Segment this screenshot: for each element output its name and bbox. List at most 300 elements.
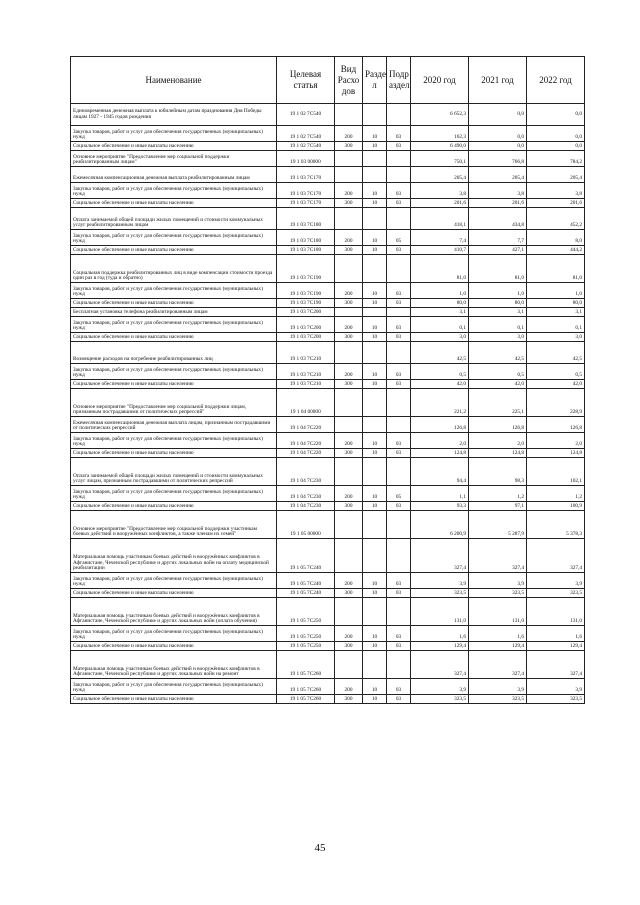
subsection-cell: 03 bbox=[387, 126, 411, 142]
amount-2022-cell: 8,0 bbox=[527, 230, 585, 246]
expense-type-cell: 300 bbox=[335, 333, 363, 342]
name-cell: Бесплатная установка телефона реабилитированным лицам bbox=[71, 308, 277, 317]
name-cell: Закупка товаров, работ и услуг для обеспечения государственных (муниципальных) нужд bbox=[71, 679, 277, 695]
target-article-cell: 19 1 05 7C240 bbox=[277, 539, 335, 573]
expense-type-cell: 200 bbox=[335, 433, 363, 449]
name-cell: Закупка товаров, работ и услуг для обеспечения государственных (муниципальных) нужд bbox=[71, 126, 277, 142]
subsection-cell: 03 bbox=[387, 573, 411, 589]
name-cell: Закупка товаров, работ и услуг для обеспечения государственных (муниципальных) нужд bbox=[71, 183, 277, 199]
amount-2020-cell: 1,6 bbox=[411, 626, 469, 642]
table-row bbox=[71, 626, 585, 642]
amount-2021-cell: 3,9 bbox=[469, 679, 527, 695]
amount-2021-cell: 42,0 bbox=[469, 380, 527, 389]
subsection-cell bbox=[387, 104, 411, 126]
amount-2020-cell: 1,1 bbox=[411, 486, 469, 502]
subsection-cell: 03 bbox=[387, 364, 411, 380]
table-row bbox=[71, 449, 585, 458]
target-article-cell: 19 1 05 7C240 bbox=[277, 589, 335, 598]
expense-type-cell bbox=[335, 255, 363, 283]
expense-type-cell: 200 bbox=[335, 486, 363, 502]
name-cell: Ежемесячная компенсационная денежная выплата лицам, признанным пострадавшими от политических репрессий bbox=[71, 417, 277, 433]
amount-2020-cell: 750,1 bbox=[411, 151, 469, 167]
amount-2021-cell: 124,8 bbox=[469, 449, 527, 458]
section-cell: 10 bbox=[363, 695, 387, 704]
amount-2021-cell: 3,1 bbox=[469, 308, 527, 317]
section-cell: 10 bbox=[363, 486, 387, 502]
target-article-cell: 19 1 05 00000 bbox=[277, 511, 335, 539]
header-subsection: Подр аздел bbox=[387, 57, 411, 104]
name-cell: Социальное обеспечение и иные выплаты населению bbox=[71, 642, 277, 651]
expense-type-cell bbox=[335, 598, 363, 626]
target-article-cell: 19 1 02 7C540 bbox=[277, 142, 335, 151]
name-cell: Закупка товаров, работ и услуг для обеспечения государственных (муниципальных) нужд bbox=[71, 283, 277, 299]
subsection-cell bbox=[387, 389, 411, 417]
amount-2021-cell: 427,1 bbox=[469, 246, 527, 255]
table-row bbox=[71, 642, 585, 651]
amount-2022-cell: 5 378,3 bbox=[527, 511, 585, 539]
amount-2022-cell: 124,8 bbox=[527, 449, 585, 458]
page-number: 45 bbox=[314, 842, 326, 854]
amount-2022-cell: 205,4 bbox=[527, 167, 585, 183]
target-article-cell: 19 1 04 7C230 bbox=[277, 458, 335, 486]
amount-2020-cell: 129,4 bbox=[411, 642, 469, 651]
subsection-cell: 05 bbox=[387, 230, 411, 246]
amount-2022-cell: 3,9 bbox=[527, 573, 585, 589]
expense-type-cell: 300 bbox=[335, 589, 363, 598]
amount-2021-cell: 201,6 bbox=[469, 199, 527, 208]
subsection-cell bbox=[387, 208, 411, 230]
amount-2021-cell: 3,0 bbox=[469, 333, 527, 342]
name-cell: Закупка товаров, работ и услуг для обеспечения государственных (муниципальных) нужд bbox=[71, 364, 277, 380]
amount-2021-cell: 42,5 bbox=[469, 342, 527, 364]
budget-table bbox=[70, 56, 585, 704]
amount-2020-cell: 1,0 bbox=[411, 283, 469, 299]
amount-2020-cell: 6 200,9 bbox=[411, 511, 469, 539]
target-article-cell: 19 1 04 00000 bbox=[277, 389, 335, 417]
target-article-cell: 19 1 03 00000 bbox=[277, 151, 335, 167]
amount-2021-cell: 126,8 bbox=[469, 417, 527, 433]
target-article-cell: 19 1 05 7C240 bbox=[277, 573, 335, 589]
section-cell: 10 bbox=[363, 299, 387, 308]
table-row bbox=[71, 255, 585, 283]
table-row bbox=[71, 142, 585, 151]
name-cell: Материальная помощь участникам боевых действий и вооружённых конфликтов в Афганистане, Чеченской республике и других локальных войн (оплата обучения) bbox=[71, 598, 277, 626]
amount-2020-cell: 3,0 bbox=[411, 333, 469, 342]
amount-2022-cell: 444,2 bbox=[527, 246, 585, 255]
amount-2021-cell: 323,5 bbox=[469, 695, 527, 704]
target-article-cell: 19 1 03 7C170 bbox=[277, 199, 335, 208]
section-cell bbox=[363, 104, 387, 126]
amount-2022-cell: 327,4 bbox=[527, 651, 585, 679]
table-row bbox=[71, 589, 585, 598]
section-cell bbox=[363, 458, 387, 486]
amount-2021-cell: 766,8 bbox=[469, 151, 527, 167]
section-cell: 10 bbox=[363, 433, 387, 449]
name-cell: Социальное обеспечение и иные выплаты населению bbox=[71, 333, 277, 342]
subsection-cell: 03 bbox=[387, 246, 411, 255]
subsection-cell bbox=[387, 598, 411, 626]
section-cell: 10 bbox=[363, 364, 387, 380]
name-cell: Социальное обеспечение и иные выплаты населению bbox=[71, 449, 277, 458]
expense-type-cell: 200 bbox=[335, 317, 363, 333]
section-cell: 10 bbox=[363, 126, 387, 142]
amount-2020-cell: 131,0 bbox=[411, 598, 469, 626]
table-row bbox=[71, 502, 585, 511]
subsection-cell bbox=[387, 342, 411, 364]
section-cell bbox=[363, 511, 387, 539]
amount-2020-cell: 410,7 bbox=[411, 246, 469, 255]
amount-2022-cell: 1,6 bbox=[527, 626, 585, 642]
amount-2021-cell: 5 287,9 bbox=[469, 511, 527, 539]
amount-2022-cell: 0,0 bbox=[527, 104, 585, 126]
section-cell: 10 bbox=[363, 199, 387, 208]
section-cell: 10 bbox=[363, 502, 387, 511]
subsection-cell: 03 bbox=[387, 283, 411, 299]
amount-2022-cell: 1,2 bbox=[527, 486, 585, 502]
table-row bbox=[71, 104, 585, 126]
table-row bbox=[71, 389, 585, 417]
section-cell: 10 bbox=[363, 283, 387, 299]
amount-2020-cell: 3,9 bbox=[411, 679, 469, 695]
amount-2022-cell: 3,8 bbox=[527, 183, 585, 199]
name-cell: Социальное обеспечение и иные выплаты населению bbox=[71, 142, 277, 151]
expense-type-cell bbox=[335, 458, 363, 486]
amount-2021-cell: 205,4 bbox=[469, 167, 527, 183]
name-cell: Основное мероприятие "Предоставление мер социальной поддержки лицам, признанным пострадавшими от политических репрессий" bbox=[71, 389, 277, 417]
amount-2020-cell: 0,1 bbox=[411, 317, 469, 333]
table-row bbox=[71, 598, 585, 626]
amount-2022-cell: 102,1 bbox=[527, 458, 585, 486]
amount-2022-cell: 452,2 bbox=[527, 208, 585, 230]
section-cell: 10 bbox=[363, 679, 387, 695]
amount-2022-cell: 201,6 bbox=[527, 199, 585, 208]
expense-type-cell: 200 bbox=[335, 126, 363, 142]
header-year-2020: 2020 год bbox=[411, 57, 469, 104]
section-cell: 10 bbox=[363, 589, 387, 598]
amount-2022-cell: 42,5 bbox=[527, 342, 585, 364]
amount-2020-cell: 126,8 bbox=[411, 417, 469, 433]
amount-2022-cell: 100,9 bbox=[527, 502, 585, 511]
header-year-2022: 2022 год bbox=[527, 57, 585, 104]
amount-2020-cell: 201,6 bbox=[411, 199, 469, 208]
name-cell: Закупка товаров, работ и услуг для обеспечения государственных (муниципальных) нужд bbox=[71, 433, 277, 449]
amount-2020-cell: 80,0 bbox=[411, 299, 469, 308]
table-row bbox=[71, 539, 585, 573]
amount-2020-cell: 42,5 bbox=[411, 342, 469, 364]
expense-type-cell: 300 bbox=[335, 380, 363, 389]
amount-2022-cell: 323,5 bbox=[527, 695, 585, 704]
section-cell bbox=[363, 308, 387, 317]
target-article-cell: 19 1 03 7C180 bbox=[277, 246, 335, 255]
target-article-cell: 19 1 05 7C250 bbox=[277, 626, 335, 642]
amount-2021-cell: 80,0 bbox=[469, 299, 527, 308]
amount-2021-cell: 97,1 bbox=[469, 502, 527, 511]
subsection-cell: 03 bbox=[387, 333, 411, 342]
amount-2020-cell: 6 652,3 bbox=[411, 104, 469, 126]
amount-2021-cell: 327,4 bbox=[469, 539, 527, 573]
table-row bbox=[71, 246, 585, 255]
table-row bbox=[71, 342, 585, 364]
table-row bbox=[71, 167, 585, 183]
expense-type-cell: 200 bbox=[335, 283, 363, 299]
section-cell: 10 bbox=[363, 142, 387, 151]
table-row bbox=[71, 333, 585, 342]
section-cell bbox=[363, 539, 387, 573]
amount-2020-cell: 94,4 bbox=[411, 458, 469, 486]
name-cell: Закупка товаров, работ и услуг для обеспечения государственных (муниципальных) нужд bbox=[71, 573, 277, 589]
amount-2022-cell: 0,5 bbox=[527, 364, 585, 380]
table-row bbox=[71, 695, 585, 704]
amount-2022-cell: 3,1 bbox=[527, 308, 585, 317]
subsection-cell bbox=[387, 167, 411, 183]
target-article-cell: 19 1 04 7C220 bbox=[277, 417, 335, 433]
amount-2021-cell: 98,3 bbox=[469, 458, 527, 486]
target-article-cell: 19 1 03 7C200 bbox=[277, 308, 335, 317]
amount-2021-cell: 129,4 bbox=[469, 642, 527, 651]
table-row bbox=[71, 208, 585, 230]
subsection-cell bbox=[387, 458, 411, 486]
amount-2022-cell: 126,8 bbox=[527, 417, 585, 433]
section-cell bbox=[363, 389, 387, 417]
header-section: Разде л bbox=[363, 57, 387, 104]
amount-2022-cell: 0,1 bbox=[527, 317, 585, 333]
amount-2022-cell: 327,4 bbox=[527, 539, 585, 573]
table-row bbox=[71, 679, 585, 695]
name-cell: Материальная помощь участникам боевых действий и вооружённых конфликтов в Афганистане, Чеченской республике и других локальных войн на ремонт bbox=[71, 651, 277, 679]
subsection-cell: 03 bbox=[387, 502, 411, 511]
expense-type-cell: 300 bbox=[335, 199, 363, 208]
section-cell bbox=[363, 651, 387, 679]
name-cell: Закупка товаров, работ и услуг для обеспечения государственных (муниципальных) нужд bbox=[71, 230, 277, 246]
amount-2020-cell: 3,8 bbox=[411, 183, 469, 199]
amount-2022-cell: 1,0 bbox=[527, 283, 585, 299]
expense-type-cell: 300 bbox=[335, 246, 363, 255]
target-article-cell: 19 1 02 7C540 bbox=[277, 104, 335, 126]
target-article-cell: 19 1 05 7C260 bbox=[277, 651, 335, 679]
amount-2020-cell: 418,1 bbox=[411, 208, 469, 230]
section-cell: 10 bbox=[363, 230, 387, 246]
table-row bbox=[71, 364, 585, 380]
subsection-cell bbox=[387, 255, 411, 283]
target-article-cell: 19 1 05 7C260 bbox=[277, 679, 335, 695]
amount-2021-cell: 0,0 bbox=[469, 104, 527, 126]
section-cell: 10 bbox=[363, 183, 387, 199]
table-row bbox=[71, 317, 585, 333]
subsection-cell: 03 bbox=[387, 199, 411, 208]
name-cell: Основное мероприятие "Предоставление мер социальной поддержки реабилитированным лицам" bbox=[71, 151, 277, 167]
subsection-cell bbox=[387, 511, 411, 539]
table-row bbox=[71, 151, 585, 167]
table-row bbox=[71, 417, 585, 433]
target-article-cell: 19 1 03 7C190 bbox=[277, 299, 335, 308]
section-cell: 10 bbox=[363, 573, 387, 589]
target-article-cell: 19 1 02 7C540 bbox=[277, 126, 335, 142]
amount-2021-cell: 0,5 bbox=[469, 364, 527, 380]
name-cell: Социальное обеспечение и иные выплаты населению bbox=[71, 502, 277, 511]
amount-2022-cell: 2,0 bbox=[527, 433, 585, 449]
name-cell: Единовременная денежная выплата к юбилейным датам празднования Дня Победы лицам 1927 - 1945 годов рождения bbox=[71, 104, 277, 126]
expense-type-cell bbox=[335, 511, 363, 539]
amount-2021-cell: 1,0 bbox=[469, 283, 527, 299]
expense-type-cell: 300 bbox=[335, 299, 363, 308]
name-cell: Социальное обеспечение и иные выплаты населению bbox=[71, 246, 277, 255]
expense-type-cell bbox=[335, 208, 363, 230]
amount-2021-cell: 0,1 bbox=[469, 317, 527, 333]
expense-type-cell bbox=[335, 308, 363, 317]
target-article-cell: 19 1 04 7C230 bbox=[277, 502, 335, 511]
table-row bbox=[71, 199, 585, 208]
subsection-cell bbox=[387, 651, 411, 679]
name-cell: Социальное обеспечение и иные выплаты населению bbox=[71, 695, 277, 704]
subsection-cell: 03 bbox=[387, 183, 411, 199]
header-year-2021: 2021 год bbox=[469, 57, 527, 104]
expense-type-cell bbox=[335, 651, 363, 679]
amount-2022-cell: 129,4 bbox=[527, 642, 585, 651]
expense-type-cell bbox=[335, 342, 363, 364]
amount-2022-cell: 42,0 bbox=[527, 380, 585, 389]
amount-2020-cell: 323,5 bbox=[411, 589, 469, 598]
subsection-cell bbox=[387, 539, 411, 573]
expense-type-cell: 300 bbox=[335, 449, 363, 458]
section-cell bbox=[363, 208, 387, 230]
subsection-cell: 05 bbox=[387, 486, 411, 502]
section-cell: 10 bbox=[363, 642, 387, 651]
section-cell bbox=[363, 417, 387, 433]
expense-type-cell bbox=[335, 389, 363, 417]
name-cell: Социальная поддержка реабилитированных лиц в виде компенсации стоимости проезда один раз в год (туда и обратно) bbox=[71, 255, 277, 283]
subsection-cell: 03 bbox=[387, 449, 411, 458]
table-row bbox=[71, 283, 585, 299]
section-cell bbox=[363, 151, 387, 167]
target-article-cell: 19 1 03 7C210 bbox=[277, 342, 335, 364]
subsection-cell: 03 bbox=[387, 299, 411, 308]
expense-type-cell: 300 bbox=[335, 502, 363, 511]
target-article-cell: 19 1 03 7C190 bbox=[277, 255, 335, 283]
table-row bbox=[71, 230, 585, 246]
expense-type-cell: 200 bbox=[335, 626, 363, 642]
name-cell: Социальное обеспечение и иные выплаты населению bbox=[71, 380, 277, 389]
subsection-cell: 03 bbox=[387, 589, 411, 598]
amount-2022-cell: 3,9 bbox=[527, 679, 585, 695]
amount-2021-cell: 131,0 bbox=[469, 598, 527, 626]
amount-2021-cell: 434,8 bbox=[469, 208, 527, 230]
amount-2020-cell: 323,5 bbox=[411, 695, 469, 704]
subsection-cell: 03 bbox=[387, 380, 411, 389]
section-cell: 10 bbox=[363, 333, 387, 342]
target-article-cell: 19 1 04 7C220 bbox=[277, 449, 335, 458]
amount-2022-cell: 228,9 bbox=[527, 389, 585, 417]
amount-2021-cell: 7,7 bbox=[469, 230, 527, 246]
amount-2021-cell: 1,2 bbox=[469, 486, 527, 502]
amount-2022-cell: 81,0 bbox=[527, 255, 585, 283]
amount-2020-cell: 205,4 bbox=[411, 167, 469, 183]
subsection-cell bbox=[387, 417, 411, 433]
subsection-cell: 03 bbox=[387, 433, 411, 449]
amount-2021-cell: 225,1 bbox=[469, 389, 527, 417]
subsection-cell bbox=[387, 308, 411, 317]
target-article-cell: 19 1 03 7C170 bbox=[277, 167, 335, 183]
expense-type-cell bbox=[335, 151, 363, 167]
section-cell bbox=[363, 167, 387, 183]
subsection-cell: 03 bbox=[387, 695, 411, 704]
amount-2020-cell: 2,0 bbox=[411, 433, 469, 449]
amount-2021-cell: 323,5 bbox=[469, 589, 527, 598]
name-cell: Закупка товаров, работ и услуг для обеспечения государственных (муниципальных) нужд bbox=[71, 626, 277, 642]
target-article-cell: 19 1 03 7C200 bbox=[277, 317, 335, 333]
amount-2020-cell: 327,4 bbox=[411, 651, 469, 679]
name-cell: Закупка товаров, работ и услуг для обеспечения государственных (муниципальных) нужд bbox=[71, 317, 277, 333]
header-target-article: Целевая статья bbox=[277, 57, 335, 104]
name-cell: Оплата занимаемой общей площади жилых помещений и стоимости коммунальных услуг лицам, признанным пострадавшими от политических репрессий bbox=[71, 458, 277, 486]
table-row bbox=[71, 299, 585, 308]
amount-2020-cell: 3,1 bbox=[411, 308, 469, 317]
amount-2020-cell: 124,8 bbox=[411, 449, 469, 458]
amount-2022-cell: 3,0 bbox=[527, 333, 585, 342]
amount-2021-cell: 3,9 bbox=[469, 573, 527, 589]
amount-2020-cell: 7,4 bbox=[411, 230, 469, 246]
section-cell: 10 bbox=[363, 449, 387, 458]
expense-type-cell: 300 bbox=[335, 642, 363, 651]
subsection-cell: 03 bbox=[387, 679, 411, 695]
expense-type-cell: 200 bbox=[335, 230, 363, 246]
amount-2021-cell: 2,0 bbox=[469, 433, 527, 449]
table-row bbox=[71, 651, 585, 679]
amount-2020-cell: 81,0 bbox=[411, 255, 469, 283]
target-article-cell: 19 1 03 7C200 bbox=[277, 333, 335, 342]
table-row bbox=[71, 511, 585, 539]
subsection-cell: 03 bbox=[387, 142, 411, 151]
table-row bbox=[71, 433, 585, 449]
table-row bbox=[71, 308, 585, 317]
table-row bbox=[71, 486, 585, 502]
name-cell: Социальное обеспечение и иные выплаты населению bbox=[71, 589, 277, 598]
name-cell: Закупка товаров, работ и услуг для обеспечения государственных (муниципальных) нужд bbox=[71, 486, 277, 502]
target-article-cell: 19 1 03 7C210 bbox=[277, 364, 335, 380]
section-cell: 10 bbox=[363, 380, 387, 389]
table-header-row bbox=[71, 57, 585, 104]
target-article-cell: 19 1 03 7C190 bbox=[277, 283, 335, 299]
amount-2022-cell: 784,2 bbox=[527, 151, 585, 167]
expense-type-cell: 300 bbox=[335, 142, 363, 151]
amount-2020-cell: 6 490,0 bbox=[411, 142, 469, 151]
amount-2020-cell: 3,9 bbox=[411, 573, 469, 589]
expense-type-cell bbox=[335, 417, 363, 433]
section-cell: 10 bbox=[363, 626, 387, 642]
name-cell: Социальное обеспечение и иные выплаты населению bbox=[71, 299, 277, 308]
table-row bbox=[71, 458, 585, 486]
expense-type-cell: 200 bbox=[335, 183, 363, 199]
amount-2022-cell: 323,5 bbox=[527, 589, 585, 598]
subsection-cell bbox=[387, 151, 411, 167]
target-article-cell: 19 1 03 7C170 bbox=[277, 183, 335, 199]
subsection-cell: 03 bbox=[387, 317, 411, 333]
target-article-cell: 19 1 04 7C230 bbox=[277, 486, 335, 502]
header-expense-type: Вид Расхо дов bbox=[335, 57, 363, 104]
section-cell bbox=[363, 342, 387, 364]
expense-type-cell: 200 bbox=[335, 573, 363, 589]
name-cell: Социальное обеспечение и иные выплаты населению bbox=[71, 199, 277, 208]
target-article-cell: 19 1 03 7C210 bbox=[277, 380, 335, 389]
subsection-cell: 03 bbox=[387, 626, 411, 642]
table-row bbox=[71, 380, 585, 389]
name-cell: Возмещение расходов на погребение реабилитированных лиц bbox=[71, 342, 277, 364]
target-article-cell: 19 1 05 7C260 bbox=[277, 695, 335, 704]
expense-type-cell: 300 bbox=[335, 695, 363, 704]
expense-type-cell bbox=[335, 539, 363, 573]
amount-2021-cell: 3,8 bbox=[469, 183, 527, 199]
amount-2020-cell: 221,2 bbox=[411, 389, 469, 417]
amount-2020-cell: 93,3 bbox=[411, 502, 469, 511]
